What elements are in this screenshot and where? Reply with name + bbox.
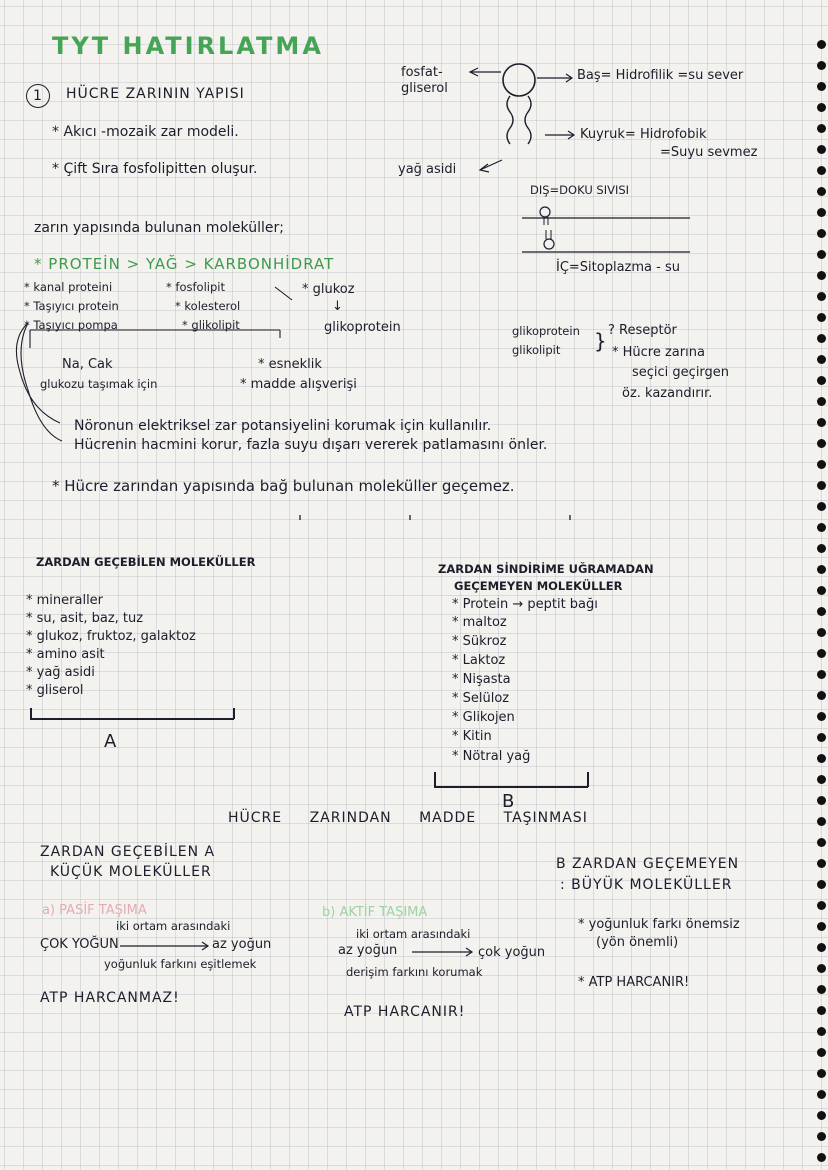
carb-arrow: ↓ bbox=[332, 299, 343, 314]
receptor-note-2: seçici geçirgen bbox=[632, 365, 730, 380]
nonpassable-item: * Sükroz bbox=[452, 634, 507, 649]
carb-item: * glukoz bbox=[302, 282, 355, 297]
spiral-binding bbox=[814, 0, 828, 1170]
active-to: çok yoğun bbox=[478, 945, 546, 960]
binding-ring bbox=[817, 775, 826, 784]
molecules-intro: zarın yapısında bulunan moleküller; bbox=[34, 220, 284, 236]
label-b: B bbox=[502, 791, 515, 812]
active-from: az yoğun bbox=[338, 943, 398, 958]
transport-heading: HÜCRE ZARINDAN MADDE TAŞINMASI bbox=[228, 810, 588, 826]
receptor-note-3: öz. kazandırır. bbox=[622, 386, 713, 401]
binding-ring bbox=[817, 691, 826, 700]
passable-item: * mineraller bbox=[26, 593, 104, 608]
lipid-item: * fosfolipit bbox=[166, 280, 225, 294]
nonpassable-item: * maltoz bbox=[452, 615, 507, 630]
passable-item: * yağ asidi bbox=[26, 665, 95, 680]
b-note-2: (yön önemli) bbox=[596, 935, 679, 950]
section-number: 1 bbox=[26, 84, 50, 108]
binding-ring bbox=[817, 523, 826, 532]
binding-ring bbox=[817, 124, 826, 133]
binding-ring bbox=[817, 838, 826, 847]
binding-ring bbox=[817, 880, 826, 889]
flexibility-note: * esneklik bbox=[258, 357, 322, 372]
receptor-note: * Hücre zarına bbox=[612, 345, 705, 360]
passive-line1: iki ortam arasındaki bbox=[116, 919, 231, 933]
binding-ring bbox=[817, 544, 826, 553]
binding-ring bbox=[817, 628, 826, 637]
passable-item: * su, asit, baz, tuz bbox=[26, 611, 144, 626]
binding-ring bbox=[817, 103, 826, 112]
lipid-item: * kolesterol bbox=[175, 299, 241, 313]
active-note: ATP HARCANIR! bbox=[344, 1004, 466, 1020]
lipid-item: * glikolipit bbox=[182, 318, 240, 332]
nonpassable-heading-2: GEÇEMEYEN MOLEKÜLLER bbox=[454, 579, 623, 593]
passive-line3: yoğunluk farkını eşitlemek bbox=[104, 957, 257, 971]
binding-ring bbox=[817, 166, 826, 175]
receptor-glycoprotein: glikoprotein bbox=[512, 324, 580, 338]
active-line1: iki ortam arasındaki bbox=[356, 927, 471, 941]
protein-item: * kanal proteini bbox=[24, 280, 113, 294]
protein-item: * Taşıyıcı pompa bbox=[24, 318, 118, 332]
binding-ring bbox=[817, 796, 826, 805]
binding-ring bbox=[817, 1048, 826, 1057]
neuron-note: Nöronun elektriksel zar potansiyelini korumak için kullanılır. bbox=[74, 418, 492, 434]
large-molecules-title-2: : BÜYÜK MOLEKÜLLER bbox=[560, 877, 733, 893]
binding-ring bbox=[817, 943, 826, 952]
bracket-a-left bbox=[30, 708, 32, 719]
binding-ring bbox=[817, 376, 826, 385]
binding-ring bbox=[817, 1090, 826, 1099]
binding-ring bbox=[817, 292, 826, 301]
binding-ring bbox=[817, 250, 826, 259]
passive-to: az yoğun bbox=[212, 937, 272, 952]
tail-hydrophobic-label-2: =Suyu sevmez bbox=[660, 145, 758, 160]
passive-note: ATP HARCANMAZ! bbox=[40, 990, 180, 1006]
label-a: A bbox=[104, 731, 117, 752]
binding-ring bbox=[817, 1132, 826, 1141]
receptor-brace: } bbox=[594, 329, 607, 353]
binding-ring bbox=[817, 418, 826, 427]
phosphate-glycerol-label: fosfat- gliserol bbox=[401, 65, 448, 97]
pump-note: Na, Cak bbox=[62, 357, 113, 372]
bullet-fluid-mosaic: * Akıcı -mozaik zar modeli. bbox=[52, 124, 239, 140]
binding-ring bbox=[817, 355, 826, 364]
binding-ring bbox=[817, 733, 826, 742]
binding-ring bbox=[817, 397, 826, 406]
nonpassable-item: * Kitin bbox=[452, 729, 492, 744]
binding-ring bbox=[817, 208, 826, 217]
molecules-ranking: * PROTEİN > YAĞ > KARBONHİDRAT bbox=[34, 255, 335, 273]
binding-ring bbox=[817, 565, 826, 574]
nonpassable-item: * Protein → peptit bağı bbox=[452, 597, 598, 612]
passive-from: ÇOK YOĞUN bbox=[40, 937, 119, 952]
fatty-acid-label: yağ asidi bbox=[398, 162, 457, 177]
tail-hydrophobic-label: Kuyruk= Hidrofobik bbox=[580, 127, 707, 142]
binding-ring bbox=[817, 271, 826, 280]
binding-ring bbox=[817, 481, 826, 490]
large-molecules-title: B ZARDAN GEÇEMEYEN bbox=[556, 856, 740, 872]
glycoprotein-label: glikoprotein bbox=[324, 320, 401, 335]
protein-item: * Taşıyıcı protein bbox=[24, 299, 119, 313]
nonpassable-item: * Glikojen bbox=[452, 710, 515, 725]
binding-ring bbox=[817, 1153, 826, 1162]
binding-ring bbox=[817, 1069, 826, 1078]
exchange-note: * madde alışverişi bbox=[240, 377, 357, 392]
nonpassable-heading: ZARDAN SİNDİRİME UĞRAMADAN bbox=[438, 562, 654, 576]
binding-ring bbox=[817, 607, 826, 616]
binding-ring bbox=[817, 922, 826, 931]
pump-note-2: glukozu taşımak için bbox=[40, 377, 158, 391]
binding-ring bbox=[817, 901, 826, 910]
binding-ring bbox=[817, 1111, 826, 1120]
binding-ring bbox=[817, 229, 826, 238]
bracket-a bbox=[30, 718, 234, 720]
small-molecules-title-2: KÜÇÜK MOLEKÜLLER bbox=[50, 864, 212, 880]
binding-ring bbox=[817, 859, 826, 868]
active-line3: derişim farkını korumak bbox=[346, 965, 483, 979]
small-molecules-title: ZARDAN GEÇEBİLEN A bbox=[40, 844, 216, 860]
rule-note: * Hücre zarından yapısında bağ bulunan moleküller geçemez. bbox=[52, 477, 515, 495]
page-title: TYT HATIRLATMA bbox=[52, 32, 324, 60]
bracket-b bbox=[434, 786, 588, 788]
head-hydrophilic-label: Baş= Hidrofilik =su sever bbox=[577, 68, 744, 83]
b-note-1: * yoğunluk farkı önemsiz bbox=[578, 917, 740, 932]
binding-ring bbox=[817, 964, 826, 973]
receptor-label: ? Reseptör bbox=[608, 323, 677, 338]
binding-ring bbox=[817, 502, 826, 511]
nonpassable-item: * Laktoz bbox=[452, 653, 506, 668]
outside-label: DIŞ=DOKU SIVISI bbox=[530, 183, 630, 197]
binding-ring bbox=[817, 670, 826, 679]
b-note-3: * ATP HARCANIR! bbox=[578, 975, 690, 990]
passable-item: * amino asit bbox=[26, 647, 105, 662]
binding-ring bbox=[817, 460, 826, 469]
section-heading: HÜCRE ZARININ YAPISI bbox=[66, 86, 245, 102]
binding-ring bbox=[817, 1006, 826, 1015]
binding-ring bbox=[817, 817, 826, 826]
receptor-glycolipid: glikolipit bbox=[512, 343, 561, 357]
binding-ring bbox=[817, 82, 826, 91]
binding-ring bbox=[817, 40, 826, 49]
binding-ring bbox=[817, 334, 826, 343]
binding-ring bbox=[817, 586, 826, 595]
passive-title: a) PASİF TAŞIMA bbox=[42, 903, 147, 918]
passable-item: * glukoz, fruktoz, galaktoz bbox=[26, 629, 196, 644]
binding-ring bbox=[817, 712, 826, 721]
binding-ring bbox=[817, 313, 826, 322]
bullet-phospholipid: * Çift Sıra fosfolipitten oluşur. bbox=[52, 161, 258, 177]
binding-ring bbox=[817, 1027, 826, 1036]
nonpassable-item: * Nötral yağ bbox=[452, 749, 531, 764]
bracket-b-right bbox=[587, 772, 589, 787]
binding-ring bbox=[817, 649, 826, 658]
nonpassable-item: * Selüloz bbox=[452, 691, 510, 706]
nonpassable-item: * Nişasta bbox=[452, 672, 511, 687]
binding-ring bbox=[817, 439, 826, 448]
bracket-b-left bbox=[434, 772, 436, 787]
binding-ring bbox=[817, 754, 826, 763]
binding-ring bbox=[817, 985, 826, 994]
passable-heading: ZARDAN GEÇEBİLEN MOLEKÜLLER bbox=[36, 555, 256, 569]
volume-note: Hücrenin hacmini korur, fazla suyu dışarı vererek patlamasını önler. bbox=[74, 437, 548, 453]
passable-item: * gliserol bbox=[26, 683, 84, 698]
inside-label: İÇ=Sitoplazma - su bbox=[556, 260, 680, 275]
bracket-a-right bbox=[233, 708, 235, 719]
binding-ring bbox=[817, 187, 826, 196]
binding-ring bbox=[817, 61, 826, 70]
active-title: b) AKTİF TAŞIMA bbox=[322, 905, 428, 920]
binding-ring bbox=[817, 145, 826, 154]
